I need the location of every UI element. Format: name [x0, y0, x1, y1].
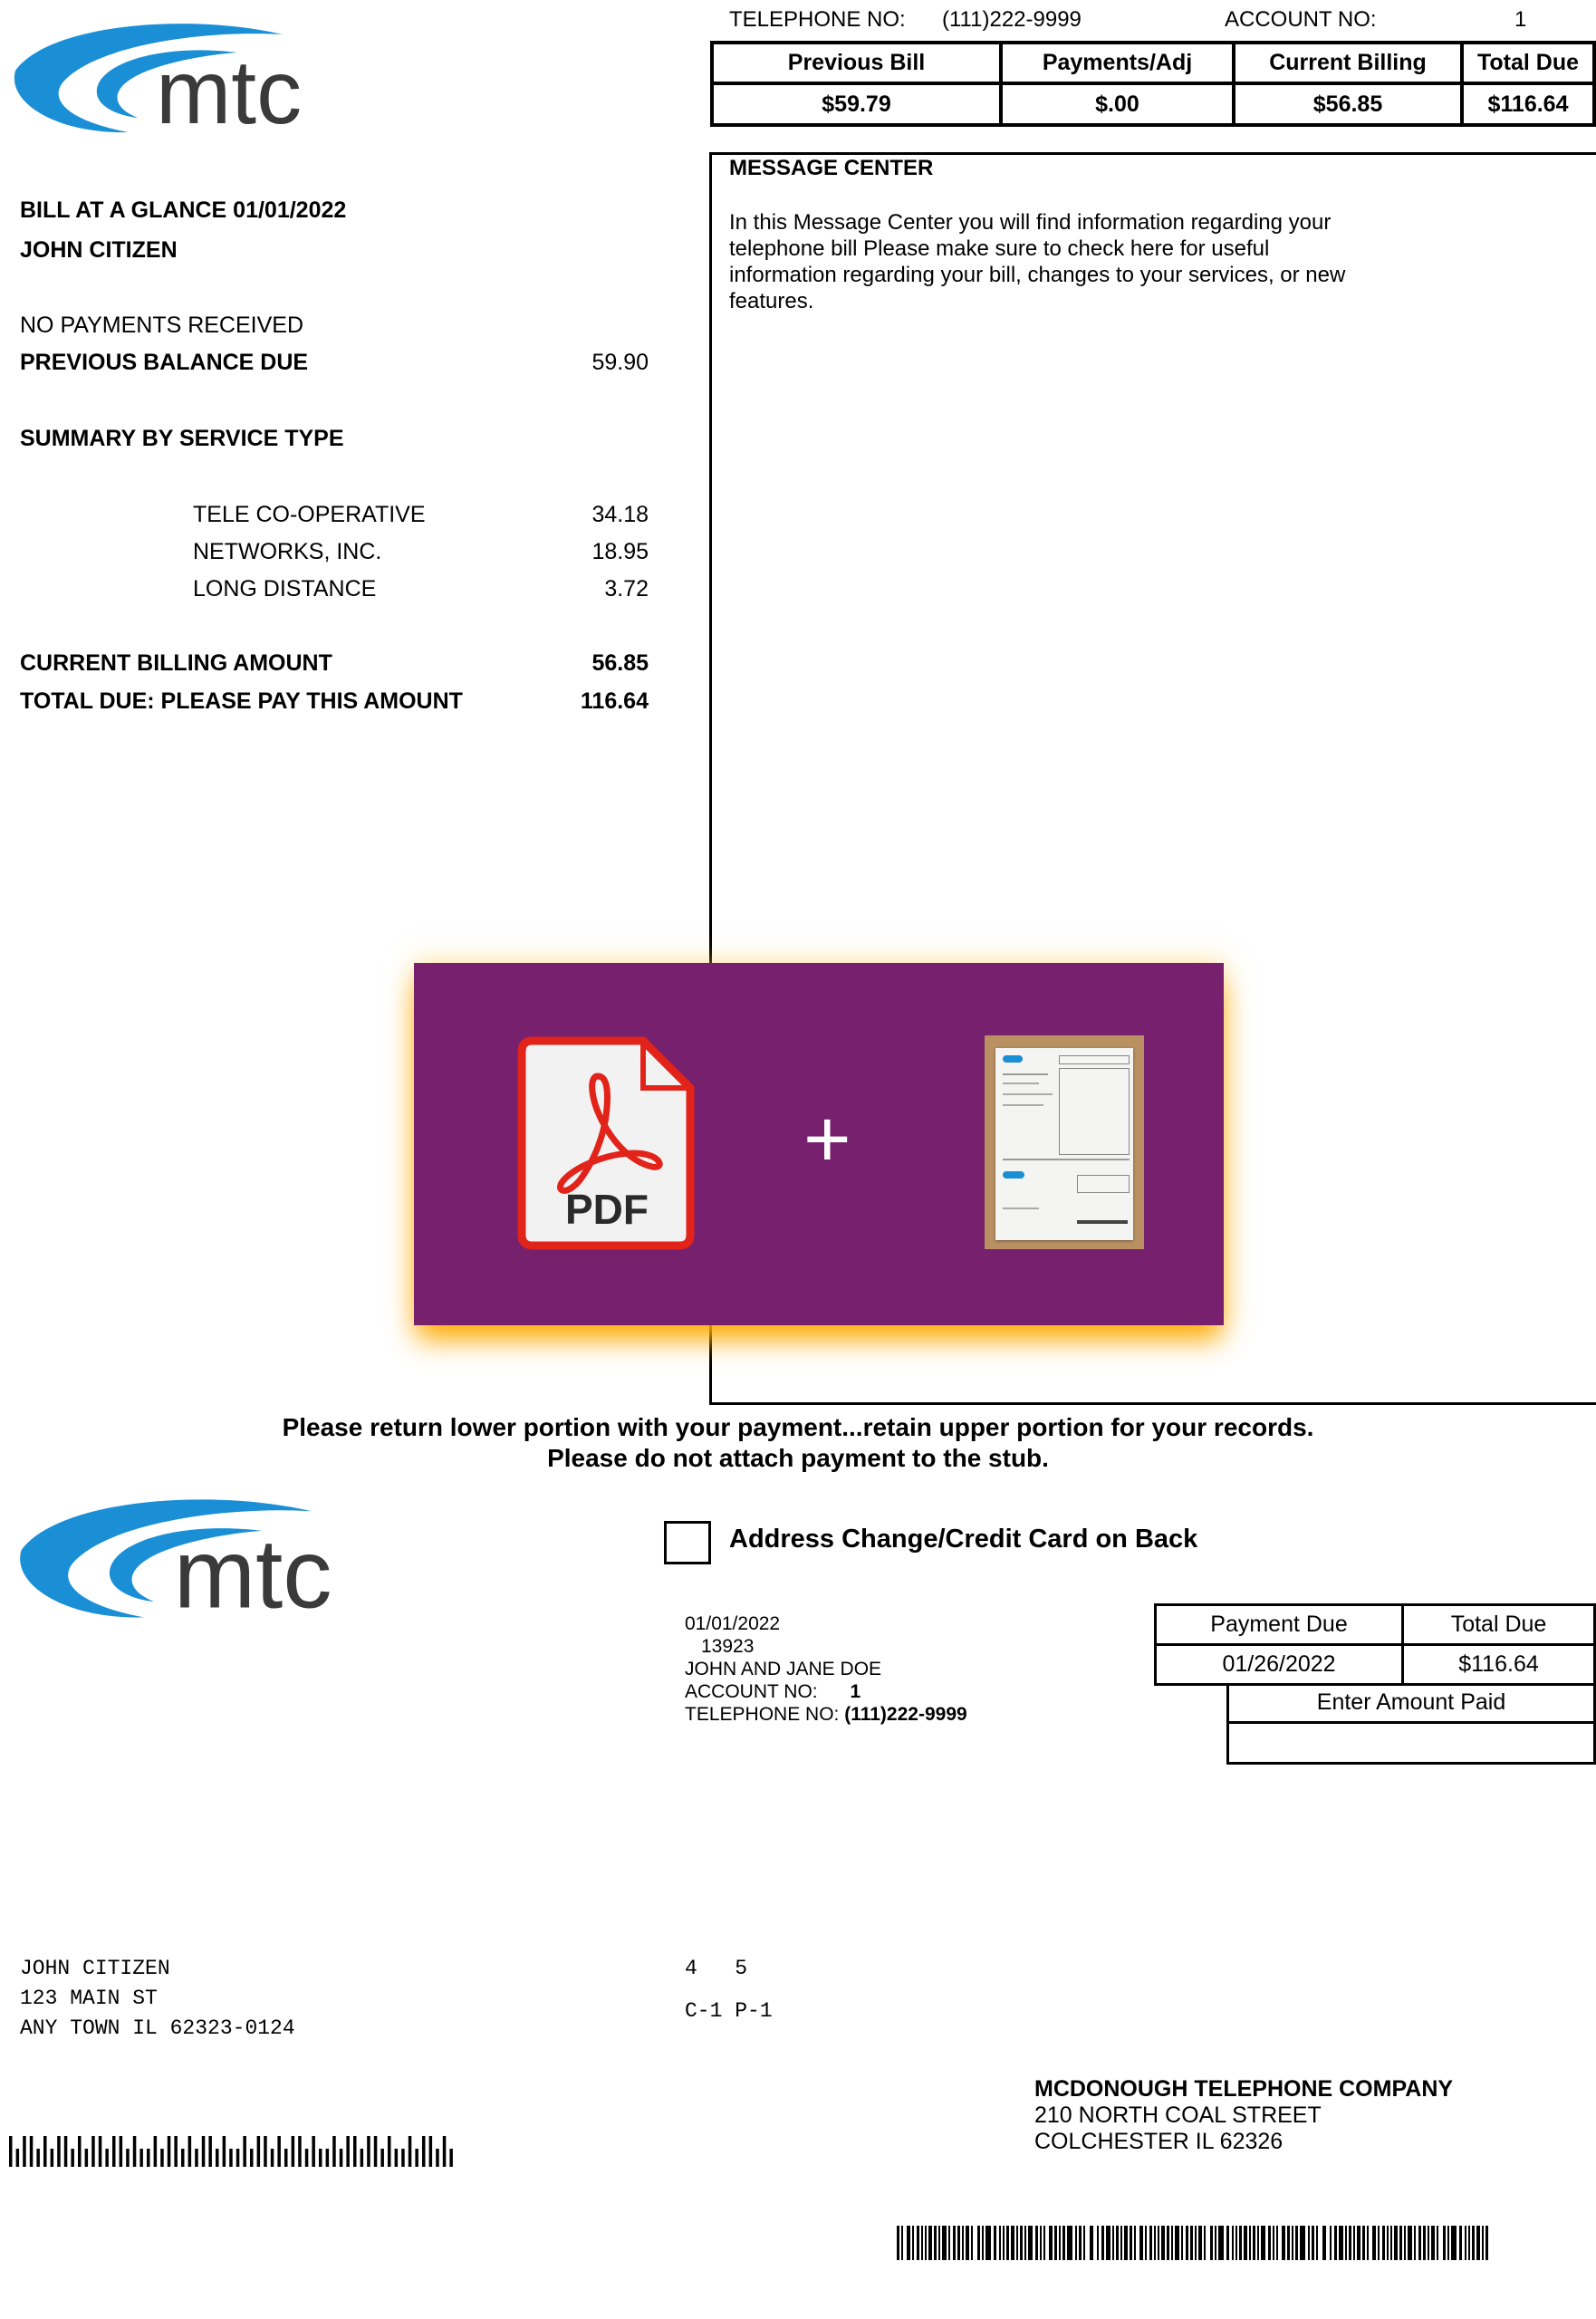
barcode-bar: [51, 2149, 54, 2167]
barcode-bar: [229, 2149, 233, 2167]
barcode-bar: [1024, 2226, 1026, 2260]
barcode-bar: [1399, 2226, 1402, 2260]
postal-barcode-icon: [9, 2136, 462, 2167]
company-name: MCDONOUGH TELEPHONE COMPANY: [1034, 2076, 1454, 2102]
col-header-current-billing: Current Billing: [1234, 43, 1462, 83]
barcode-bar: [1175, 2226, 1179, 2260]
barcode-bar: [23, 2136, 26, 2167]
previous-balance-value: 59.90: [591, 350, 649, 375]
stub-telephone-row: [685, 1703, 967, 1726]
logo-text: mtc: [173, 1519, 332, 1630]
barcode-bar: [917, 2226, 919, 2260]
barcode-bar: [1345, 2226, 1347, 2260]
value-previous-bill: $59.79: [712, 83, 1001, 125]
barcode-bar: [1437, 2226, 1438, 2260]
thumbnail-logo-icon: [1003, 1171, 1024, 1179]
barcode-bar: [1249, 2226, 1251, 2260]
service-name: NETWORKS, INC.: [193, 539, 382, 564]
barcode-bar: [188, 2136, 192, 2167]
message-center-body: [729, 209, 1381, 314]
barcode-bar: [1268, 2226, 1271, 2260]
barcode-bar: [1161, 2226, 1165, 2260]
barcode-bar: [994, 2226, 996, 2260]
barcode-bar: [912, 2226, 914, 2260]
barcode-bar: [1101, 2226, 1104, 2260]
barcode-bar: [1459, 2226, 1462, 2260]
enter-amount-label: Enter Amount Paid: [1226, 1684, 1596, 1724]
barcode-bar: [1028, 2226, 1033, 2260]
barcode-bar: [1167, 2226, 1169, 2260]
barcode-bar: [208, 2136, 212, 2167]
barcode-bar: [1139, 2226, 1143, 2260]
barcode-bar: [1232, 2226, 1234, 2260]
message-line: telephone bill Please make sure to check here for useful: [729, 236, 1270, 261]
thumbnail-line: [1003, 1073, 1048, 1075]
barcode-bar: [1124, 2226, 1128, 2260]
barcode-bar: [36, 2149, 40, 2167]
barcode-bar: [1257, 2226, 1259, 2260]
barcode-bar: [319, 2149, 322, 2167]
barcode-bar: [298, 2136, 302, 2167]
barcode-bar: [1190, 2226, 1193, 2260]
barcode-bar: [332, 2136, 336, 2167]
barcode-bar: [1322, 2226, 1326, 2260]
stub-account-row: [685, 1680, 967, 1703]
barcode-bar: [1062, 2226, 1065, 2260]
barcode-bar: [99, 2136, 102, 2167]
barcode-bar: [1204, 2226, 1206, 2260]
col-header-total-due: Total Due: [1462, 43, 1594, 83]
barcode-bar: [154, 2136, 158, 2167]
current-billing-value: 56.85: [591, 650, 649, 676]
barcode-bar: [1330, 2226, 1332, 2260]
total-due-value: 116.64: [580, 688, 649, 714]
barcode-bar: [1295, 2226, 1298, 2260]
barcode-bar: [1308, 2226, 1310, 2260]
barcode-bar: [1472, 2226, 1475, 2260]
barcode-bar: [1349, 2226, 1351, 2260]
barcode-bar: [1134, 2226, 1136, 2260]
barcode-bar: [1372, 2226, 1376, 2260]
barcode-bar: [1171, 2226, 1173, 2260]
barcode-bar: [181, 2149, 185, 2167]
barcode-bar: [312, 2136, 315, 2167]
barcode-bar: [1011, 2226, 1014, 2260]
col-header-previous-bill: Previous Bill: [712, 43, 1001, 83]
conversion-banner: [414, 963, 1224, 1325]
stub-account-value: 1: [850, 1681, 861, 1702]
barcode-bar: [1186, 2226, 1188, 2260]
barcode-bar: [1195, 2226, 1197, 2260]
stub-account-label: ACCOUNT NO:: [685, 1681, 818, 1702]
barcode-bar: [985, 2226, 991, 2260]
barcode-bar: [901, 2226, 903, 2260]
barcode-bar: [160, 2149, 164, 2167]
barcode-bar: [243, 2136, 246, 2167]
no-payments-text: NO PAYMENTS RECEIVED: [20, 313, 304, 338]
thumbnail-line: [1003, 1159, 1130, 1160]
address-change-checkbox[interactable]: [664, 1521, 711, 1564]
barcode-bar: [1218, 2226, 1224, 2260]
mailing-line: ANY TOWN IL 62323-0124: [20, 2016, 295, 2040]
barcode-bar: [1226, 2226, 1229, 2260]
pdf-file-icon: [516, 1035, 697, 1256]
barcode-bar: [1035, 2226, 1038, 2260]
barcode-bar: [120, 2136, 123, 2167]
barcode-bar: [57, 2136, 60, 2167]
barcode-bar: [395, 2149, 399, 2167]
message-center-title: MESSAGE CENTER: [729, 156, 934, 180]
barcode-bar: [977, 2226, 980, 2260]
barcode-bar: [367, 2136, 370, 2167]
stub-code: 13923: [701, 1636, 755, 1657]
value-current-billing: $56.85: [1234, 83, 1462, 125]
barcode-bar: [1079, 2226, 1082, 2260]
barcode-bar: [112, 2136, 116, 2167]
barcode-bar: [353, 2136, 357, 2167]
barcode-bar: [305, 2149, 309, 2167]
barcode-bar: [1059, 2226, 1061, 2260]
company-city: COLCHESTER IL 62326: [1034, 2129, 1284, 2154]
payment-due-value: 01/26/2022: [1156, 1645, 1403, 1685]
account-value: 1: [1514, 7, 1527, 32]
barcode-bar: [1116, 2226, 1119, 2260]
barcode-bar: [422, 2136, 426, 2167]
barcode-bar: [1431, 2226, 1435, 2260]
barcode-bar: [1423, 2226, 1426, 2260]
barcode-bar: [953, 2226, 956, 2260]
service-name: TELE CO-OPERATIVE: [193, 502, 426, 527]
barcode-bar: [1083, 2226, 1085, 2260]
barcode-bar: [326, 2149, 330, 2167]
value-payments-adj: $.00: [1001, 83, 1234, 125]
barcode-bar: [1334, 2226, 1337, 2260]
company-street: 210 NORTH COAL STREET: [1034, 2102, 1322, 2128]
stub-telephone-value: (111)222-9999: [844, 1704, 967, 1725]
message-line: information regarding your bill, changes to your services, or new: [729, 263, 1346, 287]
barcode-bar: [409, 2136, 412, 2167]
barcode-bar: [1210, 2226, 1213, 2260]
barcode-bar: [999, 2226, 1001, 2260]
barcode-bar: [1090, 2226, 1093, 2260]
barcode-bar: [1394, 2226, 1398, 2260]
thumbnail-paper: [995, 1048, 1133, 1240]
mtc-logo: [11, 16, 328, 139]
barcode-bar: [907, 2226, 910, 2260]
barcode-bar: [147, 2149, 150, 2167]
barcode-bar: [1067, 2226, 1072, 2260]
barcode-bar: [43, 2136, 47, 2167]
glance-title: BILL AT A GLANCE 01/01/2022: [20, 197, 347, 223]
service-amount: 3.72: [604, 576, 649, 601]
barcode-bar: [71, 2149, 74, 2167]
barcode-bar: [216, 2149, 219, 2167]
thumbnail-message-box-icon: [1059, 1068, 1130, 1155]
barcode-bar: [1158, 2226, 1159, 2260]
barcode-bar: [1273, 2226, 1274, 2260]
account-label: ACCOUNT NO:: [1225, 7, 1377, 32]
barcode-bar: [105, 2149, 109, 2167]
col-header-payments-adj: Payments/Adj: [1001, 43, 1234, 83]
barcode-bar: [1276, 2226, 1278, 2260]
barcode-bar: [388, 2136, 391, 2167]
thumbnail-line: [1003, 1083, 1039, 1084]
barcode-bar: [1362, 2226, 1365, 2260]
barcode-bar: [271, 2149, 274, 2167]
barcode-bar: [1390, 2226, 1392, 2260]
address-change-label: Address Change/Credit Card on Back: [729, 1525, 1198, 1554]
barcode-bar: [415, 2149, 418, 2167]
plus-icon: +: [803, 1094, 851, 1185]
barcode-bar: [948, 2226, 950, 2260]
stub-telephone-label: TELEPHONE NO:: [685, 1704, 840, 1725]
barcode-bar: [126, 2149, 130, 2167]
barcode-bar: [1040, 2226, 1042, 2260]
barcode-bar: [139, 2149, 143, 2167]
barcode-bar: [1016, 2226, 1018, 2260]
summary-title: SUMMARY BY SERVICE TYPE: [20, 426, 344, 451]
barcode-bar: [1428, 2226, 1429, 2260]
barcode-bar: [443, 2136, 447, 2167]
barcode-bar: [1382, 2226, 1385, 2260]
enter-amount-input[interactable]: [1229, 1724, 1591, 1760]
barcode-bar: [1149, 2226, 1152, 2260]
barcode-bar: [1020, 2226, 1023, 2260]
barcode-bar: [9, 2136, 13, 2167]
barcode-bar: [374, 2136, 378, 2167]
barcode-bar: [1378, 2226, 1380, 2260]
barcode-bar: [1198, 2226, 1202, 2260]
barcode-bar: [962, 2226, 964, 2260]
barcode-bar: [1292, 2226, 1293, 2260]
barcode-bar: [1244, 2226, 1247, 2260]
barcode-bar: [1003, 2226, 1005, 2260]
barcode-bar: [1418, 2226, 1421, 2260]
barcode-bar: [957, 2226, 960, 2260]
total-due-label: TOTAL DUE: PLEASE PAY THIS AMOUNT: [20, 688, 463, 714]
barcode-bar: [1253, 2226, 1255, 2260]
barcode-bar: [1387, 2226, 1389, 2260]
barcode-bar: [1097, 2226, 1099, 2260]
barcode-bar: [1367, 2226, 1369, 2260]
telephone-value: (111)222-9999: [942, 7, 1082, 32]
thumbnail-table-icon: [1077, 1175, 1130, 1193]
barcode-bar: [1443, 2226, 1446, 2260]
barcode-bar: [1130, 2226, 1132, 2260]
barcode-bar: [64, 2136, 68, 2167]
barcode-bar: [1414, 2226, 1416, 2260]
barcode-bar: [264, 2136, 267, 2167]
barcode-bar: [277, 2136, 281, 2167]
barcode-bar: [1447, 2226, 1449, 2260]
barcode-bar: [897, 2226, 899, 2260]
thumbnail-barcode-icon: [1077, 1220, 1128, 1224]
barcode-bar: [168, 2136, 171, 2167]
barcode-bar: [925, 2226, 927, 2260]
thumbnail-logo-icon: [1003, 1055, 1023, 1063]
barcode-bar: [195, 2149, 198, 2167]
barcode-bar: [1043, 2226, 1045, 2260]
barcode-bar: [1287, 2226, 1290, 2260]
pdf-label: PDF: [565, 1186, 649, 1233]
payment-due-header: Payment Due: [1156, 1605, 1403, 1645]
barcode-bar: [236, 2149, 240, 2167]
barcode-bar: [1476, 2226, 1480, 2260]
barcode-bar: [1339, 2226, 1343, 2260]
mtc-logo: [16, 1486, 361, 1635]
scanned-bill-thumbnail: [985, 1035, 1144, 1249]
barcode-bar: [284, 2149, 288, 2167]
thumbnail-line: [1003, 1104, 1043, 1106]
barcode-bar: [1235, 2226, 1237, 2260]
mailing-address: [20, 1954, 295, 2044]
barcode-bar: [966, 2226, 969, 2260]
barcode-bar: [1353, 2226, 1355, 2260]
telephone-label: TELEPHONE NO:: [729, 7, 906, 32]
carrier-code: C-1 P-1: [685, 1999, 773, 2023]
sort-code: 4 5: [685, 1957, 748, 1980]
stub-total-due-value: $116.64: [1403, 1645, 1595, 1685]
barcode-bar: [1215, 2226, 1216, 2260]
barcode-bar: [1154, 2226, 1156, 2260]
message-line: In this Message Center you will find information regarding your: [729, 210, 1332, 235]
thumbnail-line: [1003, 1093, 1053, 1095]
barcode-bar: [1049, 2226, 1053, 2260]
barcode-bar: [921, 2226, 923, 2260]
barcode-bar: [1112, 2226, 1114, 2260]
barcode-bar: [1316, 2226, 1318, 2260]
barcode-bar: [436, 2149, 439, 2167]
barcode-bar: [16, 2149, 20, 2167]
stub-names: JOHN AND JANE DOE: [685, 1659, 882, 1679]
logo-text: mtc: [156, 42, 303, 139]
barcode-bar: [78, 2136, 82, 2167]
return-instructions: Please return lower portion with your payment...retain upper portion for your records.: [282, 1413, 1314, 1441]
barcode-bar: [133, 2136, 137, 2167]
barcode-bar: [85, 2149, 89, 2167]
barcode-bar: [928, 2226, 932, 2260]
barcode-bar: [30, 2136, 34, 2167]
billing-summary-table: [710, 41, 1596, 127]
barcode-bar: [340, 2149, 343, 2167]
customer-name: JOHN CITIZEN: [20, 237, 178, 263]
service-name: LONG DISTANCE: [193, 576, 377, 601]
barcode-bar: [1054, 2226, 1057, 2260]
barcode-bar: [1485, 2226, 1488, 2260]
previous-balance-label: PREVIOUS BALANCE DUE: [20, 350, 309, 375]
barcode-bar: [1300, 2226, 1305, 2260]
barcode-bar: [1145, 2226, 1147, 2260]
barcode-bar: [1468, 2226, 1470, 2260]
thumbnail-table-icon: [1059, 1055, 1130, 1064]
barcode-bar: [1282, 2226, 1285, 2260]
barcode-bar: [91, 2136, 95, 2167]
barcode-bar: [1261, 2226, 1265, 2260]
barcode-bar: [1075, 2226, 1077, 2260]
barcode-bar: [1006, 2226, 1009, 2260]
barcode-bar: [257, 2136, 261, 2167]
thumbnail-line: [1003, 1208, 1039, 1209]
barcode-bar: [401, 2149, 405, 2167]
barcode-bar: [429, 2136, 433, 2167]
current-billing-label: CURRENT BILLING AMOUNT: [20, 650, 332, 676]
barcode-bar: [449, 2149, 453, 2167]
barcode-bar: [1404, 2226, 1406, 2260]
value-total-due: $116.64: [1462, 83, 1594, 125]
barcode-bar: [971, 2226, 973, 2260]
barcode-bar: [361, 2149, 364, 2167]
barcode-bar: [174, 2136, 178, 2167]
mailing-line: 123 MAIN ST: [20, 1987, 158, 2010]
barcode-bar: [1181, 2226, 1183, 2260]
barcode-bar: [1239, 2226, 1242, 2260]
barcode-bar: [1120, 2226, 1122, 2260]
remit-address: [1034, 2076, 1453, 2155]
stub-account-info: [685, 1612, 967, 1726]
barcode-bar: [292, 2136, 295, 2167]
barcode-bar: [380, 2149, 384, 2167]
barcode-bar: [934, 2226, 937, 2260]
barcode-bar: [250, 2149, 254, 2167]
barcode-bar: [1106, 2226, 1110, 2260]
message-line: features.: [729, 289, 814, 313]
stub-date: 01/01/2022: [685, 1613, 781, 1634]
mailing-line: JOHN CITIZEN: [20, 1957, 170, 1980]
barcode-bar: [982, 2226, 984, 2260]
service-amount: 18.95: [591, 539, 649, 564]
scan-line-barcode-icon: [897, 2226, 1495, 2260]
barcode-bar: [1408, 2226, 1412, 2260]
payment-due-table: [1154, 1603, 1596, 1686]
barcode-bar: [1312, 2226, 1314, 2260]
barcode-bar: [346, 2136, 350, 2167]
barcode-bar: [938, 2226, 940, 2260]
barcode-bar: [223, 2136, 226, 2167]
stub-total-due-header: Total Due: [1403, 1605, 1595, 1645]
attach-instructions: Please do not attach payment to the stub.: [547, 1444, 1049, 1472]
barcode-bar: [1451, 2226, 1457, 2260]
service-amount: 34.18: [591, 502, 649, 527]
barcode-bar: [942, 2226, 947, 2260]
barcode-bar: [1465, 2226, 1466, 2260]
barcode-bar: [202, 2136, 206, 2167]
barcode-bar: [1357, 2226, 1360, 2260]
barcode-bar: [1482, 2226, 1484, 2260]
